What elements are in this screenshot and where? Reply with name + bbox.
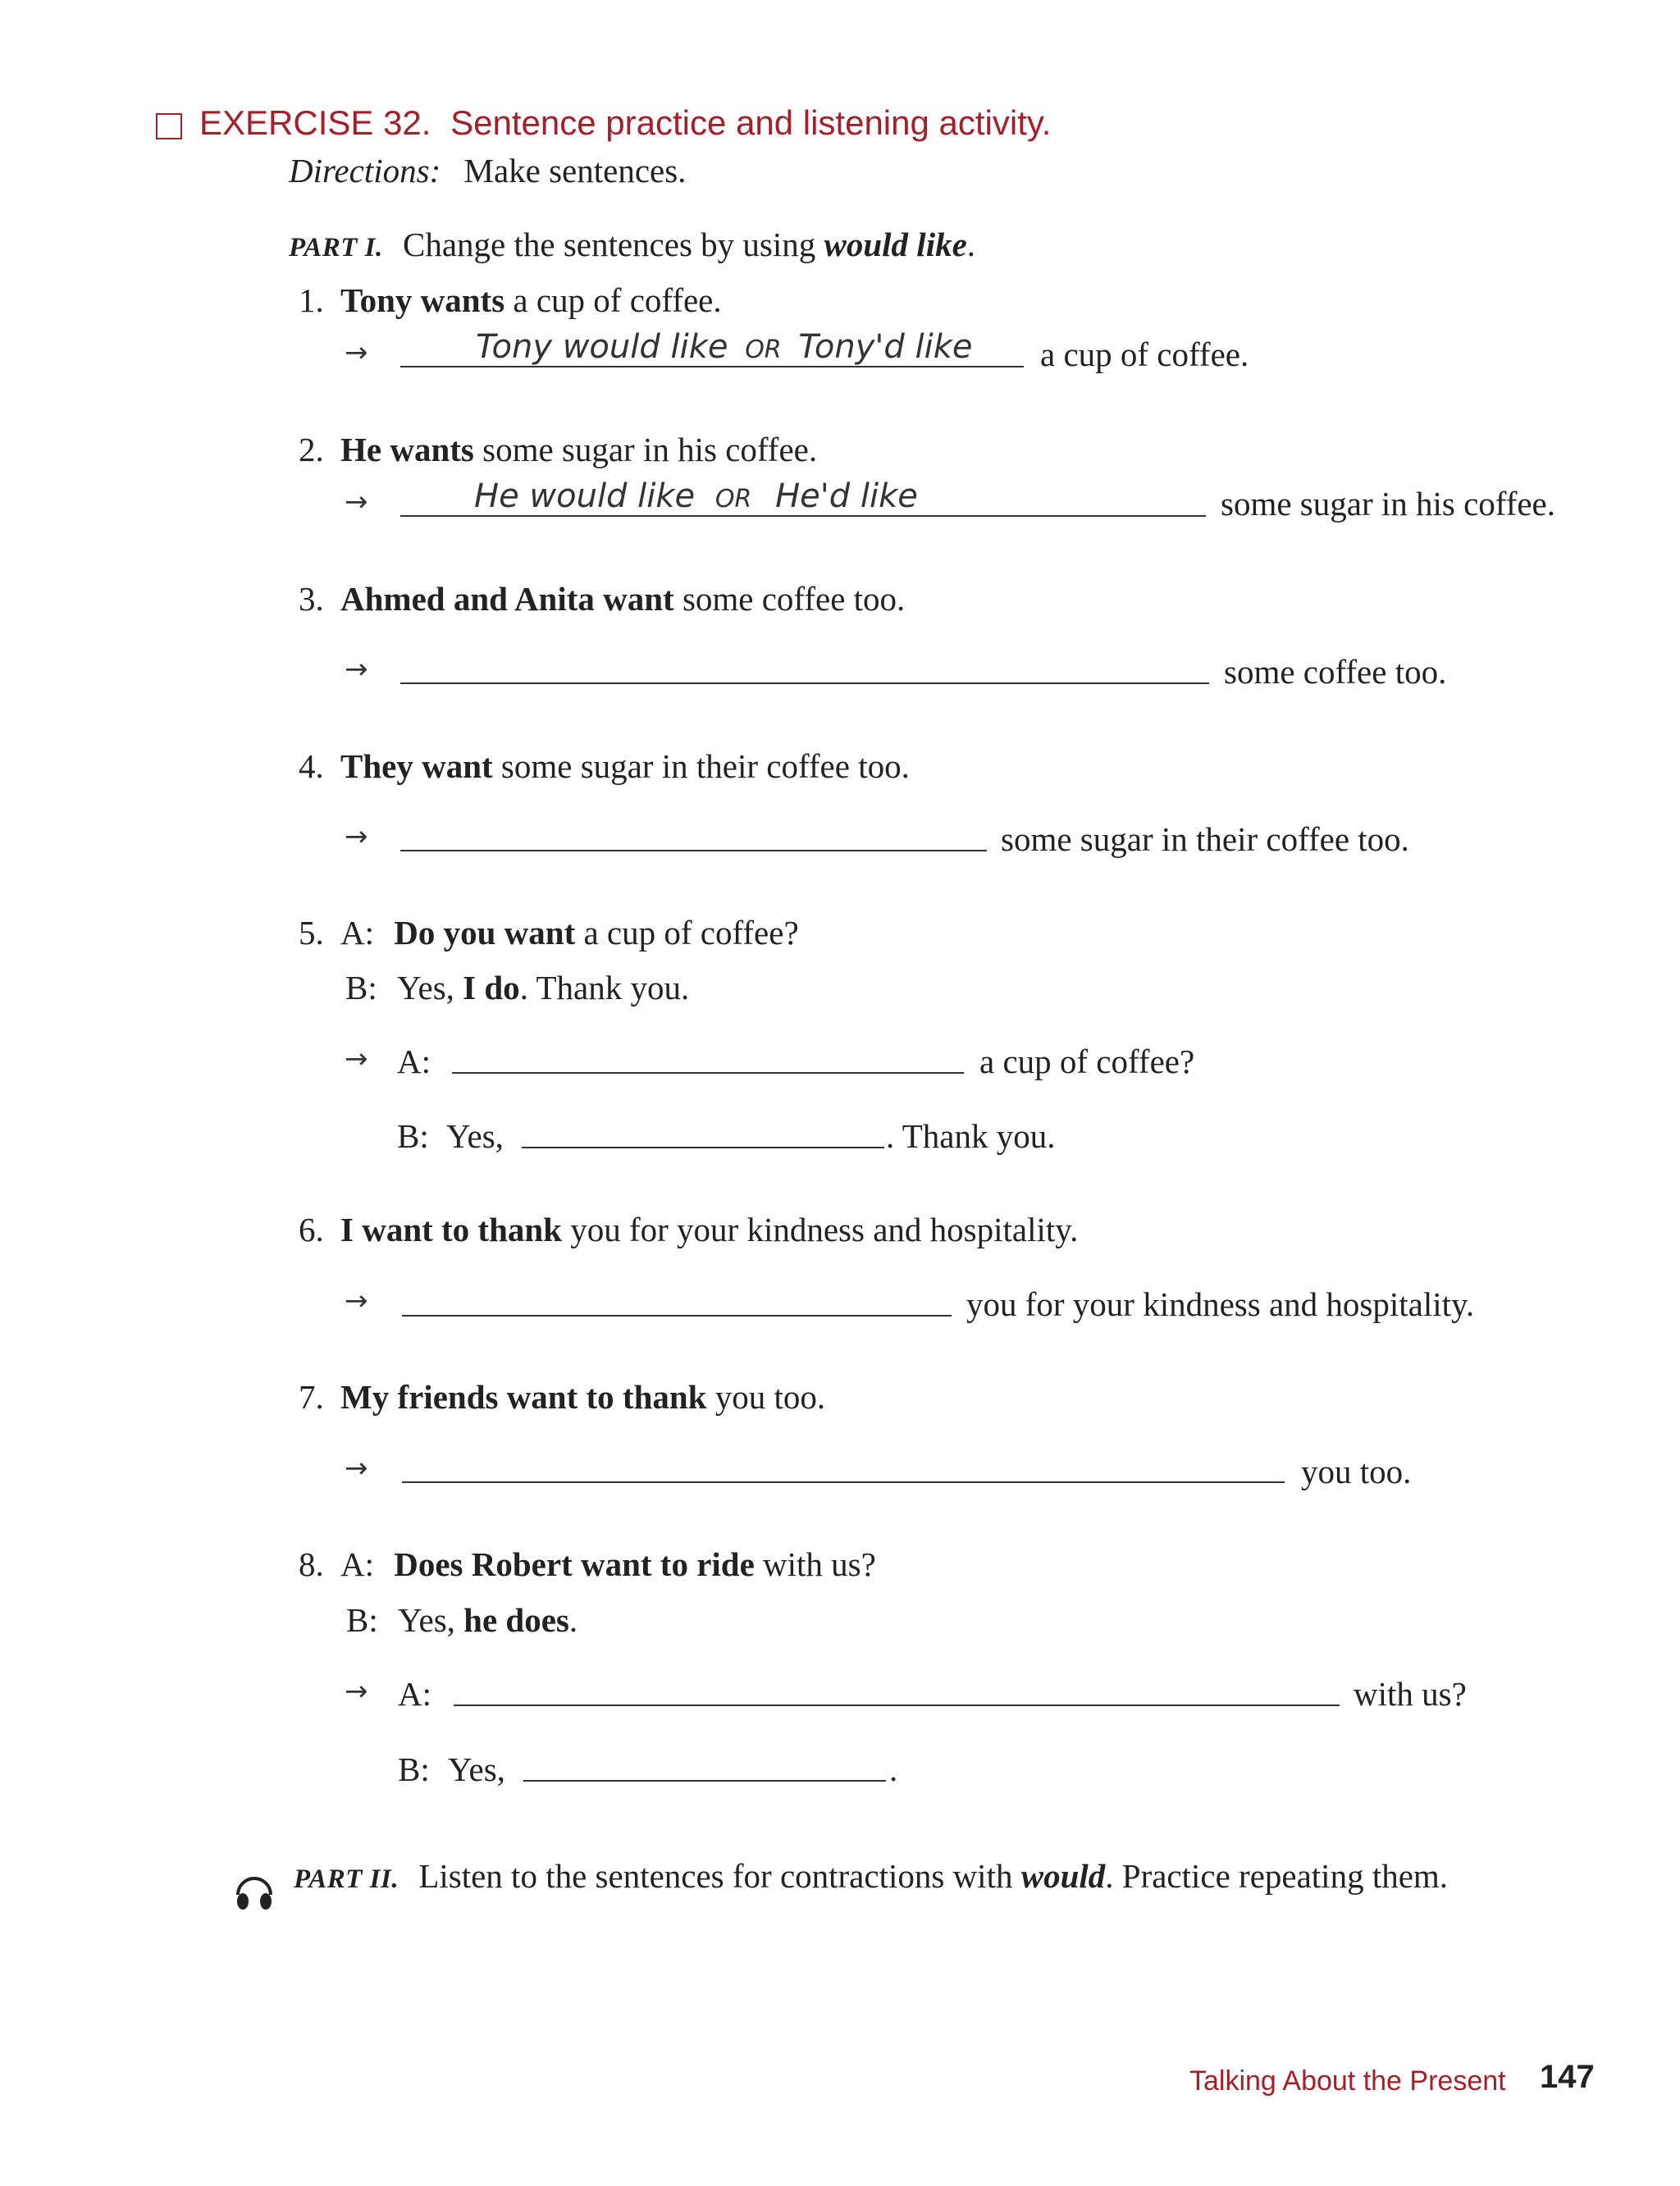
arrow-icon: → — [345, 336, 368, 369]
item-rest: with us? — [754, 1545, 876, 1583]
part1-period: . — [966, 226, 976, 263]
item-8-answer-a-line[interactable] — [454, 1705, 1340, 1706]
item-number: 4. — [299, 747, 324, 785]
item-bold: I want to thank — [340, 1211, 562, 1248]
item-7-answer-line[interactable] — [402, 1481, 1285, 1483]
item-8-response — [346, 1600, 578, 1640]
item-8-answer-b-line[interactable] — [523, 1780, 886, 1782]
item-rest: some coffee too. — [673, 580, 906, 618]
directions-label: Directions: — [289, 152, 441, 189]
item-5-answer-b-tail: . Thank you. — [886, 1117, 1056, 1155]
speaker-a-label: A: — [340, 1545, 374, 1583]
answer-or: OR — [714, 485, 752, 513]
part1-label: PART I. — [289, 233, 383, 262]
speaker-b-label: B: — [345, 969, 377, 1006]
item-8-answer-b-pre: Yes, — [448, 1750, 505, 1788]
answer-text: Tony would like — [476, 328, 728, 366]
arrow-icon: → — [345, 820, 368, 853]
item-7-prompt — [299, 1377, 825, 1417]
response-text: Yes, — [397, 969, 463, 1006]
item-8-answer-a-tail: with us? — [1354, 1675, 1467, 1713]
arrow-icon: → — [345, 1452, 368, 1485]
part2-label: PART II. — [294, 1864, 399, 1894]
item-number: 7. — [299, 1378, 324, 1416]
item-bold: He wants — [340, 431, 474, 468]
item-8-answer-b-tail: . — [889, 1750, 898, 1788]
chapter-title: Talking About the Present — [1189, 2065, 1506, 2097]
page-number: 147 — [1540, 2059, 1595, 2095]
exercise-heading — [199, 103, 1051, 143]
part2-text: Listen to the sentences for contractions with — [418, 1857, 1013, 1895]
item-rest: some sugar in his coffee. — [473, 431, 818, 468]
item-6-prompt — [299, 1210, 1078, 1249]
item-5-answer-b-label: B: — [397, 1117, 429, 1155]
arrow-icon: → — [345, 1285, 368, 1317]
item-2-answer-line[interactable] — [400, 515, 1206, 517]
item-1-answer — [476, 328, 972, 366]
item-bold: Ahmed and Anita want — [340, 580, 674, 618]
item-bold: Tony wants — [340, 281, 505, 319]
item-rest: you for your kindness and hospitality. — [561, 1211, 1079, 1248]
item-6-tail: you for your kindness and hospitality. — [966, 1285, 1475, 1323]
exercise-label: EXERCISE 32. — [199, 103, 431, 142]
part1-instruction — [289, 225, 975, 264]
headphones-icon[interactable] — [233, 1867, 276, 1913]
answer-or: OR — [745, 335, 782, 364]
speaker-b-label: B: — [346, 1601, 378, 1639]
exercise-title: Sentence practice and listening activity. — [450, 103, 1052, 142]
response-rest: . Thank you. — [519, 969, 690, 1006]
item-2-tail: some sugar in his coffee. — [1221, 485, 1555, 523]
item-number: 1. — [299, 281, 324, 319]
item-number: 3. — [299, 580, 324, 618]
item-bold: My friends want to thank — [340, 1378, 707, 1416]
item-3-prompt — [299, 579, 905, 618]
arrow-icon: → — [345, 1675, 368, 1708]
answer-text-alt: Tony'd like — [798, 328, 973, 366]
item-2-answer — [474, 477, 918, 515]
item-2-prompt — [299, 430, 817, 469]
directions-text: Make sentences. — [463, 152, 687, 189]
item-rest: you too. — [706, 1378, 826, 1416]
speaker-a-label: A: — [340, 914, 374, 952]
item-5-answer-a-label: A: — [397, 1043, 431, 1080]
item-5-answer-a-line[interactable] — [452, 1072, 964, 1074]
answer-text: He would like — [474, 477, 696, 515]
item-1-tail: a cup of coffee. — [1040, 335, 1249, 373]
item-bold: Do you want — [394, 914, 576, 952]
item-5-prompt — [299, 913, 799, 952]
item-4-tail: some sugar in their coffee too. — [1001, 820, 1409, 858]
item-number: 8. — [299, 1545, 324, 1583]
item-6-answer-line[interactable] — [402, 1315, 952, 1317]
item-5-answer-b-pre: Yes, — [446, 1117, 504, 1155]
item-5-response — [345, 968, 689, 1007]
item-7-tail: you too. — [1301, 1453, 1412, 1490]
part2-instruction — [294, 1856, 1448, 1896]
item-bold: They want — [340, 747, 493, 785]
item-bold: Does Robert want to ride — [394, 1545, 755, 1583]
item-number: 5. — [299, 914, 324, 952]
arrow-icon: → — [345, 1043, 368, 1075]
item-5-answer-a-tail: a cup of coffee? — [979, 1043, 1195, 1080]
item-5-answer-b-line[interactable] — [522, 1147, 884, 1148]
directions — [289, 151, 686, 190]
part1-text: Change the sentences by using — [402, 226, 816, 263]
response-bold: I do — [463, 969, 520, 1006]
item-4-answer-line[interactable] — [400, 850, 987, 851]
item-number: 6. — [299, 1211, 324, 1248]
arrow-icon: → — [345, 486, 368, 518]
answer-text-alt: He'd like — [775, 477, 918, 515]
response-rest: . — [568, 1601, 578, 1639]
arrow-icon: → — [345, 653, 368, 686]
item-8-answer-a-label: A: — [398, 1675, 431, 1713]
item-rest: a cup of coffee? — [575, 914, 799, 952]
item-number: 2. — [299, 431, 324, 468]
response-bold: he does — [463, 1601, 569, 1639]
item-3-answer-line[interactable] — [400, 682, 1209, 684]
item-3-tail: some coffee too. — [1224, 653, 1447, 691]
part2-emphasis: would — [1020, 1857, 1106, 1895]
item-8-answer-b-label: B: — [398, 1750, 430, 1788]
item-1-prompt — [299, 281, 722, 320]
item-8-prompt — [299, 1545, 876, 1584]
item-rest: a cup of coffee. — [504, 281, 722, 319]
item-rest: some sugar in their coffee too. — [492, 747, 910, 785]
part1-emphasis: would like — [824, 226, 967, 263]
response-text: Yes, — [398, 1601, 464, 1639]
exercise-checkbox-icon[interactable] — [156, 113, 182, 139]
item-4-prompt — [299, 746, 910, 786]
item-1-answer-line[interactable] — [400, 366, 1024, 367]
part2-text-post: . Practice repeating them. — [1105, 1857, 1449, 1895]
